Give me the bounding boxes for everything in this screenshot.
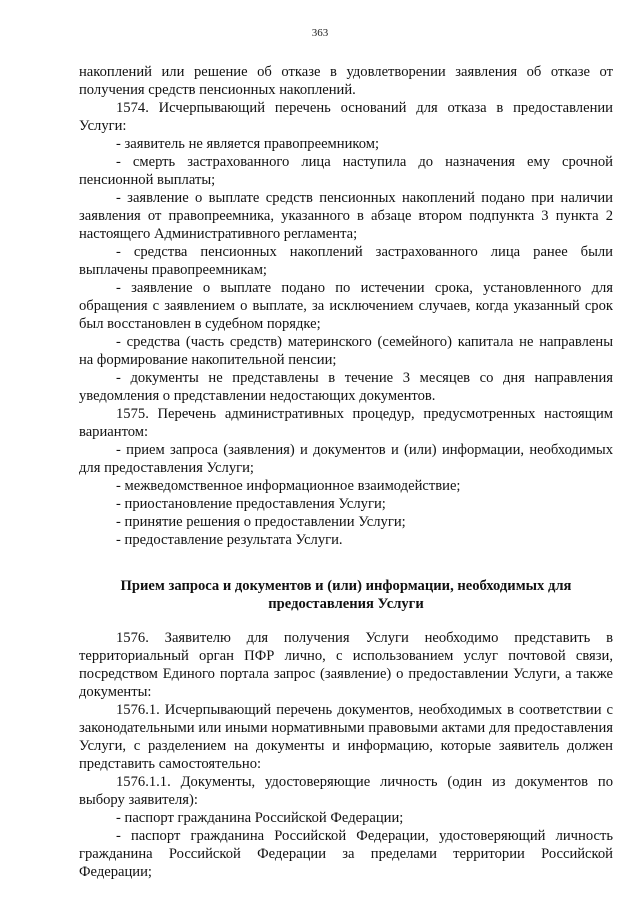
document-body [79, 63, 613, 881]
paragraph: - предоставление результата Услуги. [116, 532, 343, 548]
paragraph-group-documents [79, 629, 613, 881]
paragraph: - смерть застрахованного лица наступила до назначения ему срочной пенсионной выплаты; [79, 154, 613, 188]
paragraph: - межведомственное информационное взаимодействие; [116, 478, 461, 494]
paragraph: - паспорт гражданина Российской Федерации, удостоверяющий личность гражданина Российской Федерации за пределами территории Российской Федерации; [79, 828, 613, 880]
paragraph: 1576.1.1. Документы, удостоверяющие личность (один из документов по выбору заявителя): [79, 774, 613, 808]
section-heading: Прием запроса и документов и (или) информации, необходимых для предоставления Услуги [120, 578, 572, 612]
page-number: 363 [311, 27, 329, 39]
paragraph: - средства пенсионных накоплений застрахованного лица ранее были выплачены правопреемникам; [79, 244, 613, 278]
paragraph: - заявление о выплате средств пенсионных накоплений подано при наличии заявления от правопреемника, указанного в абзаце втором подпункта 3 пункта 2 настоящего Административного регламента; [79, 190, 613, 242]
paragraph: - заявитель не является правопреемником; [116, 136, 380, 152]
paragraph-group-grounds [79, 63, 613, 549]
paragraph: - средства (часть средств) материнского (семейного) капитала не направлены на формирование накопительной пенсии; [79, 334, 613, 368]
paragraph: 1576. Заявителю для получения Услуги необходимо представить в территориальный орган ПФР лично, с использованием услуг почтовой связи, посредством Единого портала запрос (заявление) о предоставлении Услуги, а также документы: [79, 630, 613, 700]
paragraph: - принятие решения о предоставлении Услуги; [116, 514, 406, 530]
paragraph: 1575. Перечень административных процедур, предусмотренных настоящим вариантом: [79, 406, 613, 440]
paragraph: накоплений или решение об отказе в удовлетворении заявления об отказе от получения средств пенсионных накоплений. [79, 64, 613, 98]
paragraph: 1576.1. Исчерпывающий перечень документов, необходимых в соответствии с законодательными или иными нормативными правовыми актами для предоставления Услуги, с разделением на документы и информацию, которые заявитель должен представить самостоятельно: [79, 702, 613, 772]
paragraph: - документы не представлены в течение 3 месяцев со дня направления уведомления о представлении недостающих документов. [79, 370, 613, 404]
paragraph: - заявление о выплате подано по истечении срока, установленного для обращения с заявлением о выплате, за исключением случаев, когда указанный срок был восстановлен в судебном порядке; [79, 280, 613, 332]
paragraph: 1574. Исчерпывающий перечень оснований для отказа в предоставлении Услуги: [79, 100, 613, 134]
paragraph: - приостановление предоставления Услуги; [116, 496, 386, 512]
paragraph: - прием запроса (заявления) и документов и (или) информации, необходимых для предоставления Услуги; [79, 442, 613, 476]
paragraph: - паспорт гражданина Российской Федерации; [116, 810, 404, 826]
